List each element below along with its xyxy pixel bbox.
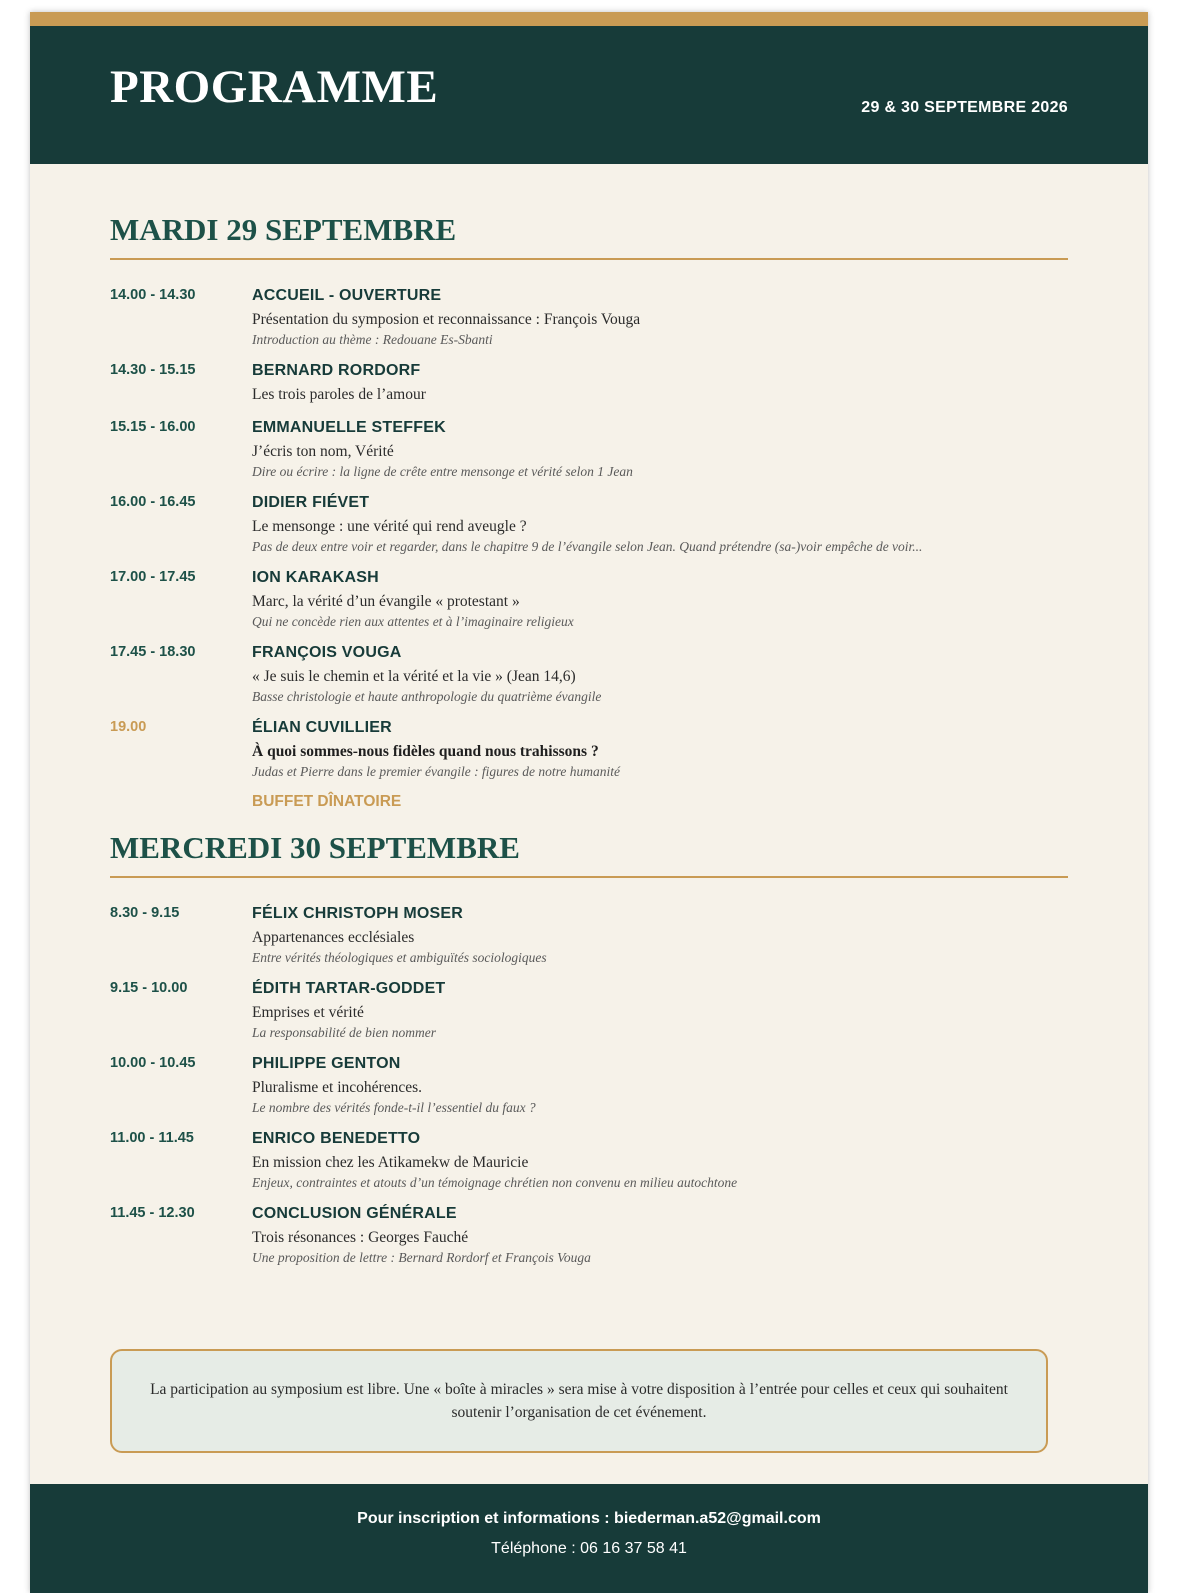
session-subtitle: La responsabilité de bien nommer (252, 1025, 436, 1040)
day-section-wednesday (110, 830, 1068, 1267)
session-talk: À quoi sommes-nous fidèles quand nous trahissons ? (252, 743, 599, 760)
top-accent-bar (30, 12, 1148, 26)
session-talk: Emprises et vérité (252, 1004, 364, 1021)
session-item (110, 904, 1068, 967)
session-speaker: PHILIPPE GENTON (252, 1055, 401, 1072)
session-item (110, 1054, 1068, 1117)
day-section-tuesday (110, 212, 1068, 811)
session-subtitle: Basse christologie et haute anthropologie du quatrième évangile (252, 689, 602, 704)
session-time: 14.00 - 14.30 (110, 287, 196, 303)
session-talk: Les trois paroles de l’amour (252, 386, 426, 403)
session-item (110, 718, 1068, 811)
session-subtitle: Qui ne concède rien aux attentes et à l’imaginaire religieux (252, 614, 574, 629)
session-talk: Pluralisme et incohérences. (252, 1079, 423, 1096)
session-time: 11.00 - 11.45 (110, 1130, 194, 1146)
session-subtitle: Le nombre des vérités fonde-t-il l’essentiel du faux ? (252, 1100, 536, 1115)
session-talk: « Je suis le chemin et la vérité et la vie » (Jean 14,6) (252, 668, 576, 685)
session-time: 15.15 - 16.00 (110, 419, 196, 435)
session-talk: Marc, la vérité d’un évangile « protestant » (252, 593, 520, 610)
session-item (110, 643, 1068, 706)
session-time: 17.00 - 17.45 (110, 569, 196, 585)
session-item (110, 418, 1068, 481)
session-speaker: ENRICO BENEDETTO (252, 1130, 421, 1147)
session-item (110, 568, 1068, 631)
session-speaker: ÉLIAN CUVILLIER (252, 719, 392, 736)
session-talk: J’écris ton nom, Vérité (252, 443, 394, 460)
session-subtitle: Une proposition de lettre : Bernard Rordorf et François Vouga (252, 1250, 591, 1265)
session-time: 16.00 - 16.45 (110, 494, 196, 510)
session-speaker: ACCUEIL - OUVERTURE (252, 287, 442, 304)
event-dates: 29 & 30 SEPTEMBRE 2026 (861, 99, 1068, 116)
session-item (110, 493, 1068, 556)
session-talk: Le mensonge : une vérité qui rend aveugle ? (252, 518, 527, 535)
session-speaker: FÉLIX CHRISTOPH MOSER (252, 905, 464, 922)
session-time: 14.30 - 15.15 (110, 362, 196, 378)
session-talk: Présentation du symposion et reconnaissance : François Vouga (252, 311, 641, 328)
session-item (110, 361, 1068, 406)
session-item (110, 286, 1068, 349)
session-talk: Trois résonances : Georges Fauché (252, 1229, 469, 1246)
session-speaker: ÉDITH TARTAR-GODDET (252, 980, 446, 997)
session-item (110, 1204, 1068, 1267)
session-talk: Appartenances ecclésiales (252, 929, 415, 946)
session-time: 19.00 (110, 719, 147, 735)
day-title: MERCREDI 30 SEPTEMBRE (110, 830, 1068, 878)
session-time: 11.45 - 12.30 (110, 1205, 195, 1221)
contact-email: Pour inscription et informations : biederman.a52@gmail.com (357, 1510, 821, 1527)
session-speaker: CONCLUSION GÉNÉRALE (252, 1205, 457, 1222)
session-subtitle: Introduction au thème : Redouane Es-Sbanti (252, 332, 493, 347)
session-subtitle: Pas de deux entre voir et regarder, dans le chapitre 9 de l’évangile selon Jean. Quand prétendre (sa-)voir empêche de voir... (252, 539, 923, 554)
participation-notice (110, 1349, 1048, 1453)
session-subtitle: Enjeux, contraintes et atouts d’un témoignage chrétien non convenu en milieu autochtone (252, 1175, 738, 1190)
session-time: 17.45 - 18.30 (110, 644, 196, 660)
session-time: 9.15 - 10.00 (110, 980, 188, 996)
session-talk: En mission chez les Atikamekw de Mauricie (252, 1154, 529, 1171)
contact-phone: Téléphone : 06 16 37 58 41 (491, 1540, 687, 1557)
session-speaker: ION KARAKASH (252, 569, 379, 586)
session-item (110, 1129, 1068, 1192)
session-time: 8.30 - 9.15 (110, 905, 180, 921)
footer (30, 1484, 1148, 1593)
day-title: MARDI 29 SEPTEMBRE (110, 212, 1068, 260)
session-subtitle: Judas et Pierre dans le premier évangile : figures de notre humanité (252, 764, 621, 779)
page-title: PROGRAMME (110, 61, 439, 113)
session-speaker: DIDIER FIÉVET (252, 494, 370, 511)
session-speaker: EMMANUELLE STEFFEK (252, 419, 446, 436)
session-speaker: BERNARD RORDORF (252, 362, 421, 379)
session-time: 10.00 - 10.45 (110, 1055, 196, 1071)
session-speaker: FRANÇOIS VOUGA (252, 644, 402, 661)
session-item (110, 979, 1068, 1042)
notice-text: La participation au symposium est libre. Une « boîte à miracles » sera mise à votre disposition à l’entrée pour celles et ceux qui souhaitent soutenir l’organisation de cet événement. (150, 1381, 1008, 1421)
session-subtitle: Entre vérités théologiques et ambiguïtés sociologiques (252, 950, 547, 965)
buffet-label: BUFFET DÎNATOIRE (252, 793, 402, 810)
programme-sheet (30, 12, 1148, 1593)
header (30, 26, 1148, 164)
session-subtitle: Dire ou écrire : la ligne de crête entre mensonge et vérité selon 1 Jean (252, 464, 633, 479)
